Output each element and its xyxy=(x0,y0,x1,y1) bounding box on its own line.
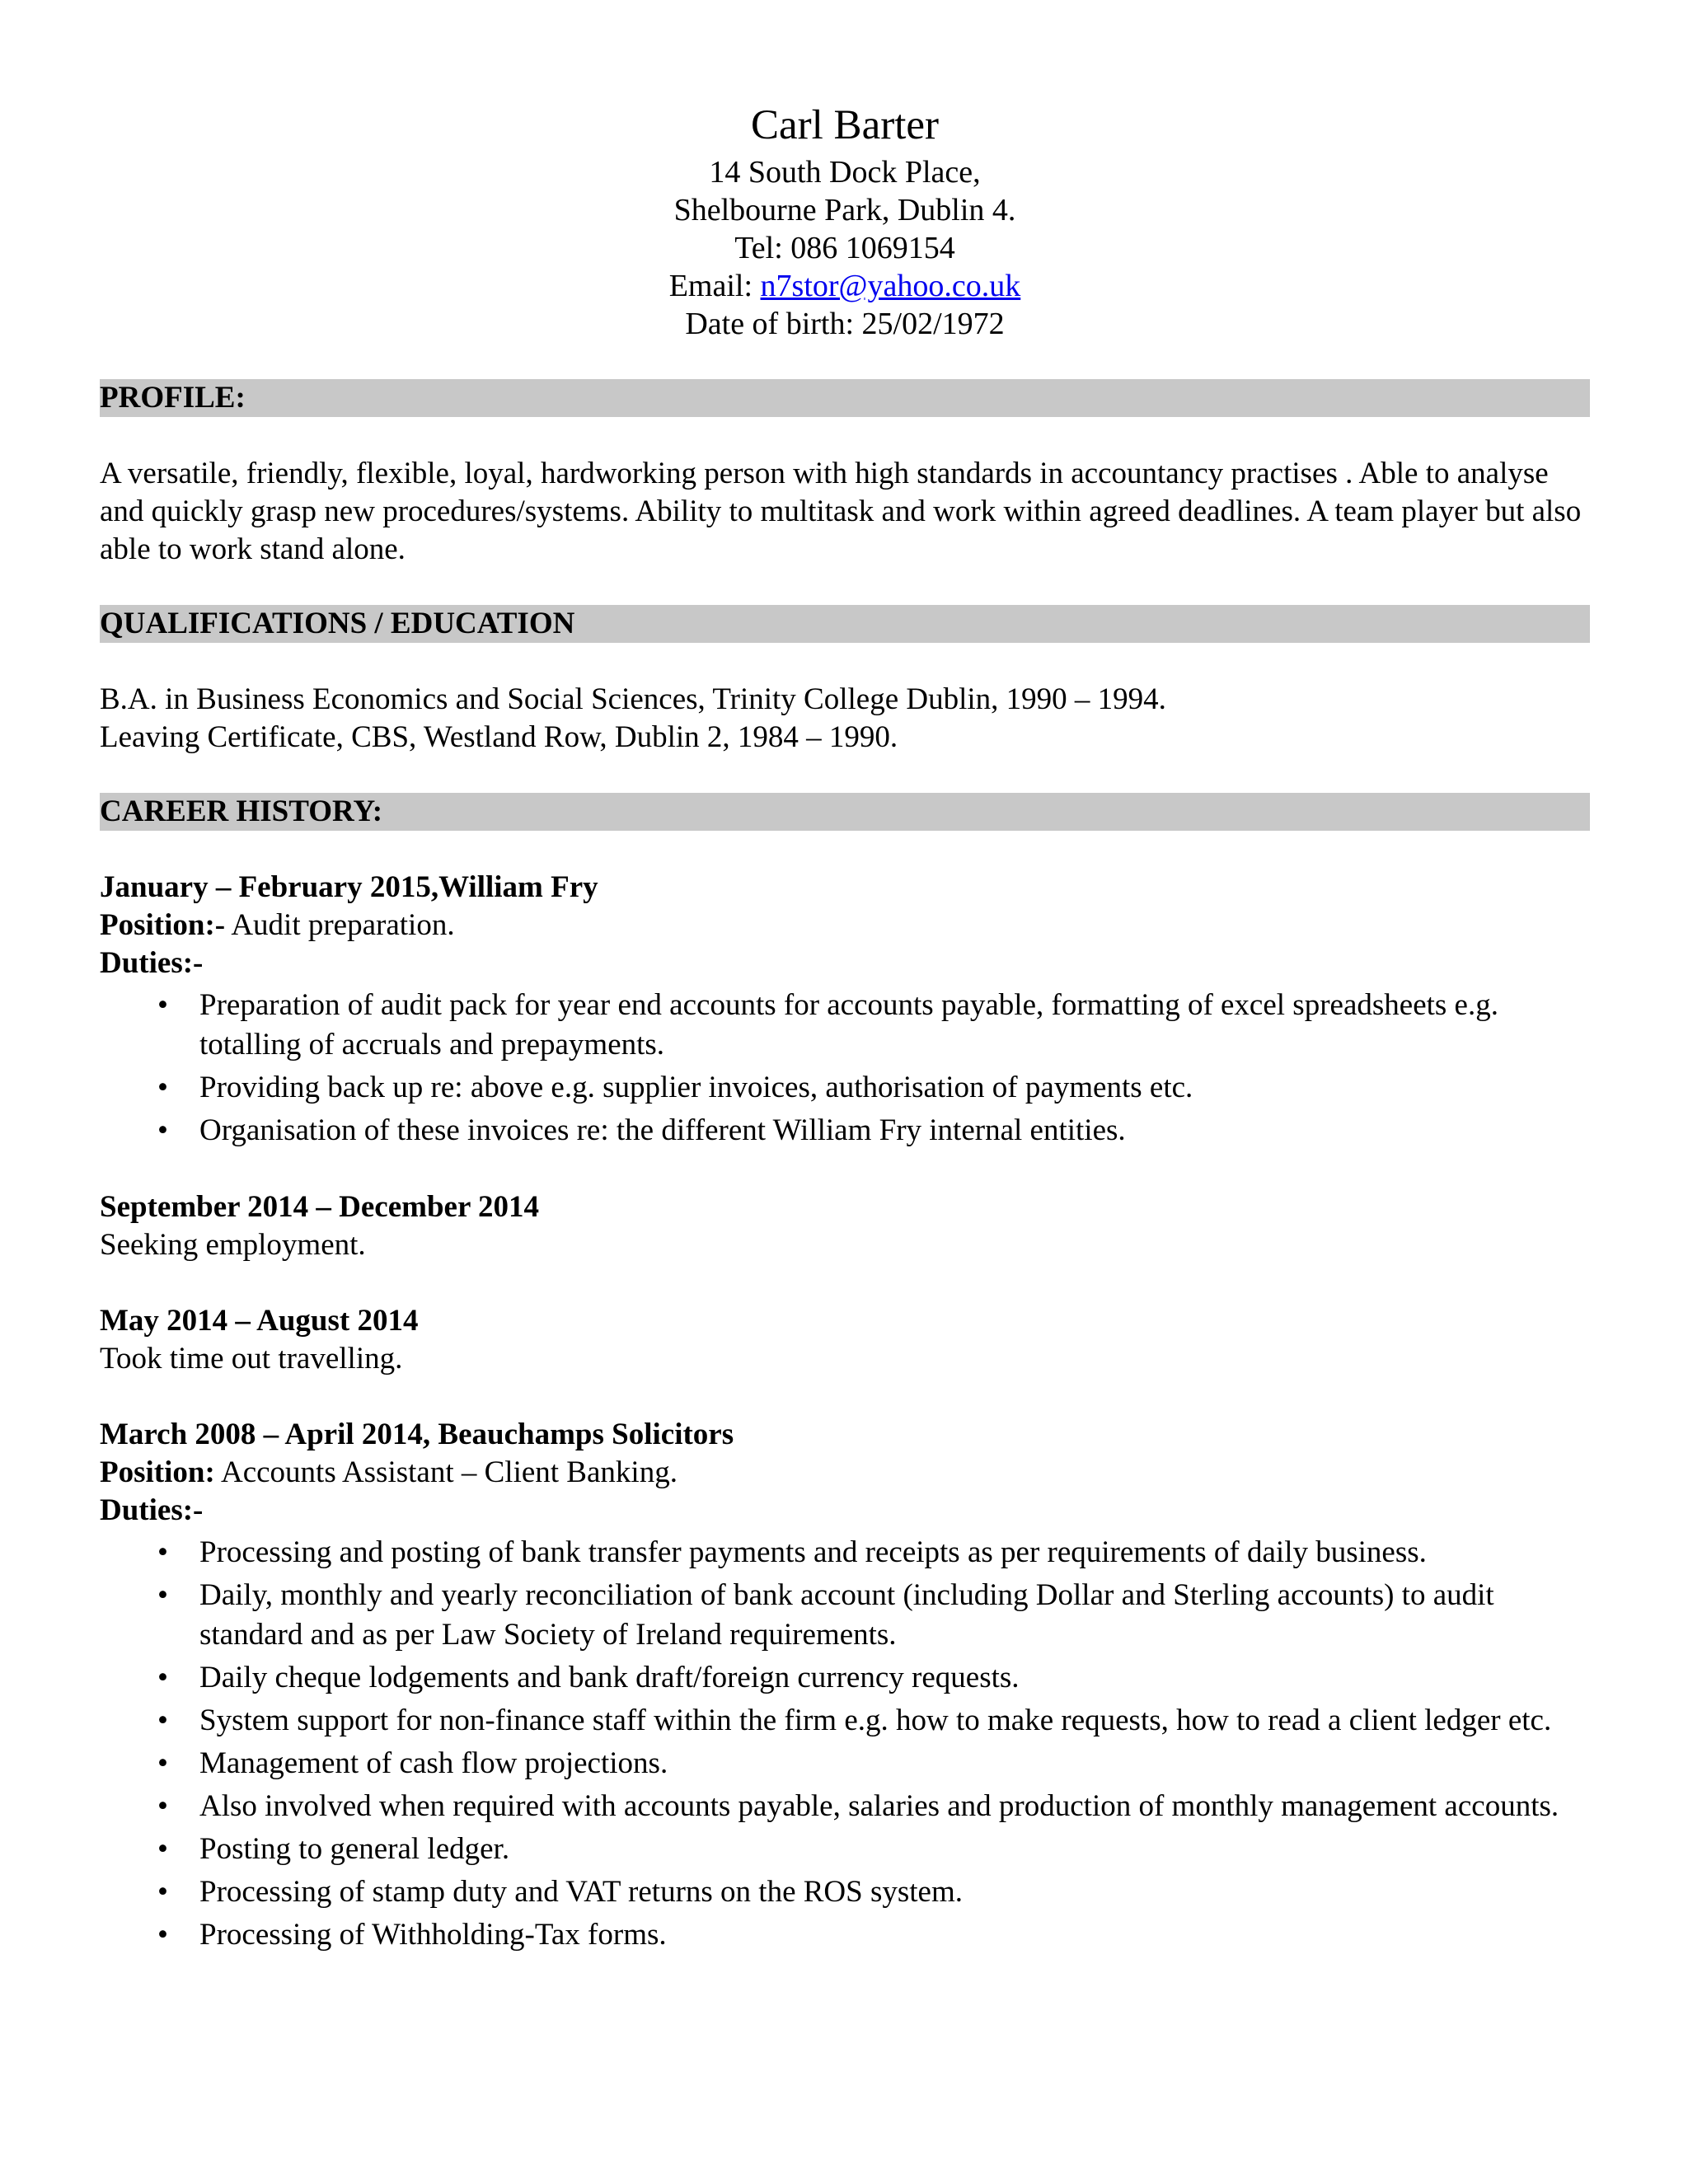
career-entry xyxy=(100,1188,1590,1264)
bullet-icon: • xyxy=(157,1875,168,1909)
duty-text: Providing back up re: above e.g. supplier invoices, authorisation of payments etc. xyxy=(199,1071,1193,1104)
position-value: Accounts Assistant – Client Banking. xyxy=(214,1455,678,1489)
career-entry xyxy=(100,1302,1590,1378)
duty-text: Processing of stamp duty and VAT returns on the ROS system. xyxy=(199,1875,964,1909)
job-title: March 2008 – April 2014, Beauchamps Solicitors xyxy=(100,1418,734,1451)
duty-item xyxy=(100,1744,1590,1783)
job-title: January – February 2015,William Fry xyxy=(100,870,598,904)
duties-label: Duties:- xyxy=(100,946,204,980)
position-value: Audit preparation. xyxy=(225,908,455,942)
duty-text: Processing and posting of bank transfer payments and receipts as per requirements of daily business. xyxy=(199,1535,1427,1569)
duty-text: Also involved when required with accounts payable, salaries and production of monthly management accounts. xyxy=(199,1789,1559,1823)
date-of-birth: Date of birth: 25/02/1972 xyxy=(685,307,1005,341)
duties-list xyxy=(100,1533,1590,1955)
duties-label: Duties:- xyxy=(100,1493,204,1527)
duty-item xyxy=(100,1701,1590,1741)
duty-item xyxy=(100,1658,1590,1698)
profile-heading: PROFILE: xyxy=(100,379,1590,417)
education-list xyxy=(100,681,1590,757)
career-entry xyxy=(100,869,1590,1151)
career-heading: CAREER HISTORY: xyxy=(100,793,1590,831)
job-position xyxy=(100,907,1590,944)
job-title: May 2014 – August 2014 xyxy=(100,1304,419,1338)
bullet-icon: • xyxy=(157,988,168,1022)
duty-text: Organisation of these invoices re: the different William Fry internal entities. xyxy=(199,1113,1126,1147)
duty-text: System support for non-finance staff within the firm e.g. how to make requests, how to read a client ledger etc. xyxy=(199,1704,1552,1737)
candidate-name: Carl Barter xyxy=(751,102,939,148)
duty-text: Preparation of audit pack for year end accounts for accounts payable, formatting of excel spreadsheets e.g. totalling of accruals and prepayments. xyxy=(199,988,1498,1062)
email-line xyxy=(100,267,1590,305)
profile-text: A versatile, friendly, flexible, loyal, hardworking person with high standards in accountancy practises . Able to analyse and quickly grasp new procedures/systems. Ability to multitask and work within agreed deadlines. A team player but also able to work stand alone. xyxy=(100,457,1582,566)
duty-text: Processing of Withholding-Tax forms. xyxy=(199,1918,667,1952)
duty-text: Management of cash flow projections. xyxy=(199,1746,668,1780)
resume-page xyxy=(100,99,1590,1955)
career-entry xyxy=(100,1416,1590,1955)
bullet-icon: • xyxy=(157,1113,168,1147)
duty-text: Daily, monthly and yearly reconciliation of bank account (including Dollar and Sterling accounts) to audit standard and as per Law Society of Ireland requirements. xyxy=(199,1578,1494,1652)
bullet-icon: • xyxy=(157,1535,168,1569)
bullet-icon: • xyxy=(157,1918,168,1952)
job-description: Took time out travelling. xyxy=(100,1342,403,1376)
duty-item xyxy=(100,1787,1590,1826)
email-label: Email: xyxy=(668,269,761,303)
job-description: Seeking employment. xyxy=(100,1228,366,1262)
address-line-2: Shelbourne Park, Dublin 4. xyxy=(673,193,1016,227)
duty-text: Posting to general ledger. xyxy=(199,1832,510,1866)
bullet-icon: • xyxy=(157,1746,168,1780)
position-label: Position: xyxy=(100,1455,215,1489)
bullet-icon: • xyxy=(157,1789,168,1823)
duties-list xyxy=(100,986,1590,1151)
contact-header xyxy=(100,99,1590,343)
duty-item xyxy=(100,1872,1590,1912)
bullet-icon: • xyxy=(157,1071,168,1104)
bullet-icon: • xyxy=(157,1704,168,1737)
duty-item xyxy=(100,1576,1590,1655)
bullet-icon: • xyxy=(157,1832,168,1866)
duty-item xyxy=(100,1111,1590,1151)
duty-item xyxy=(100,986,1590,1065)
duty-item xyxy=(100,1915,1590,1955)
education-item: B.A. in Business Economics and Social Sciences, Trinity College Dublin, 1990 – 1994. xyxy=(100,682,1166,716)
bullet-icon: • xyxy=(157,1578,168,1612)
telephone: Tel: 086 1069154 xyxy=(734,231,955,265)
duty-item xyxy=(100,1533,1590,1572)
education-item: Leaving Certificate, CBS, Westland Row, Dublin 2, 1984 – 1990. xyxy=(100,720,898,754)
education-heading: QUALIFICATIONS / EDUCATION xyxy=(100,605,1590,643)
position-label: Position:- xyxy=(100,908,226,942)
duty-text: Daily cheque lodgements and bank draft/foreign currency requests. xyxy=(199,1661,1020,1694)
bullet-icon: • xyxy=(157,1661,168,1694)
address-line-1: 14 South Dock Place, xyxy=(709,155,981,190)
job-title: September 2014 – December 2014 xyxy=(100,1190,539,1224)
duty-item xyxy=(100,1068,1590,1108)
email-link[interactable]: n7stor@yahoo.co.uk xyxy=(760,269,1021,303)
duty-item xyxy=(100,1830,1590,1869)
job-position xyxy=(100,1454,1590,1492)
